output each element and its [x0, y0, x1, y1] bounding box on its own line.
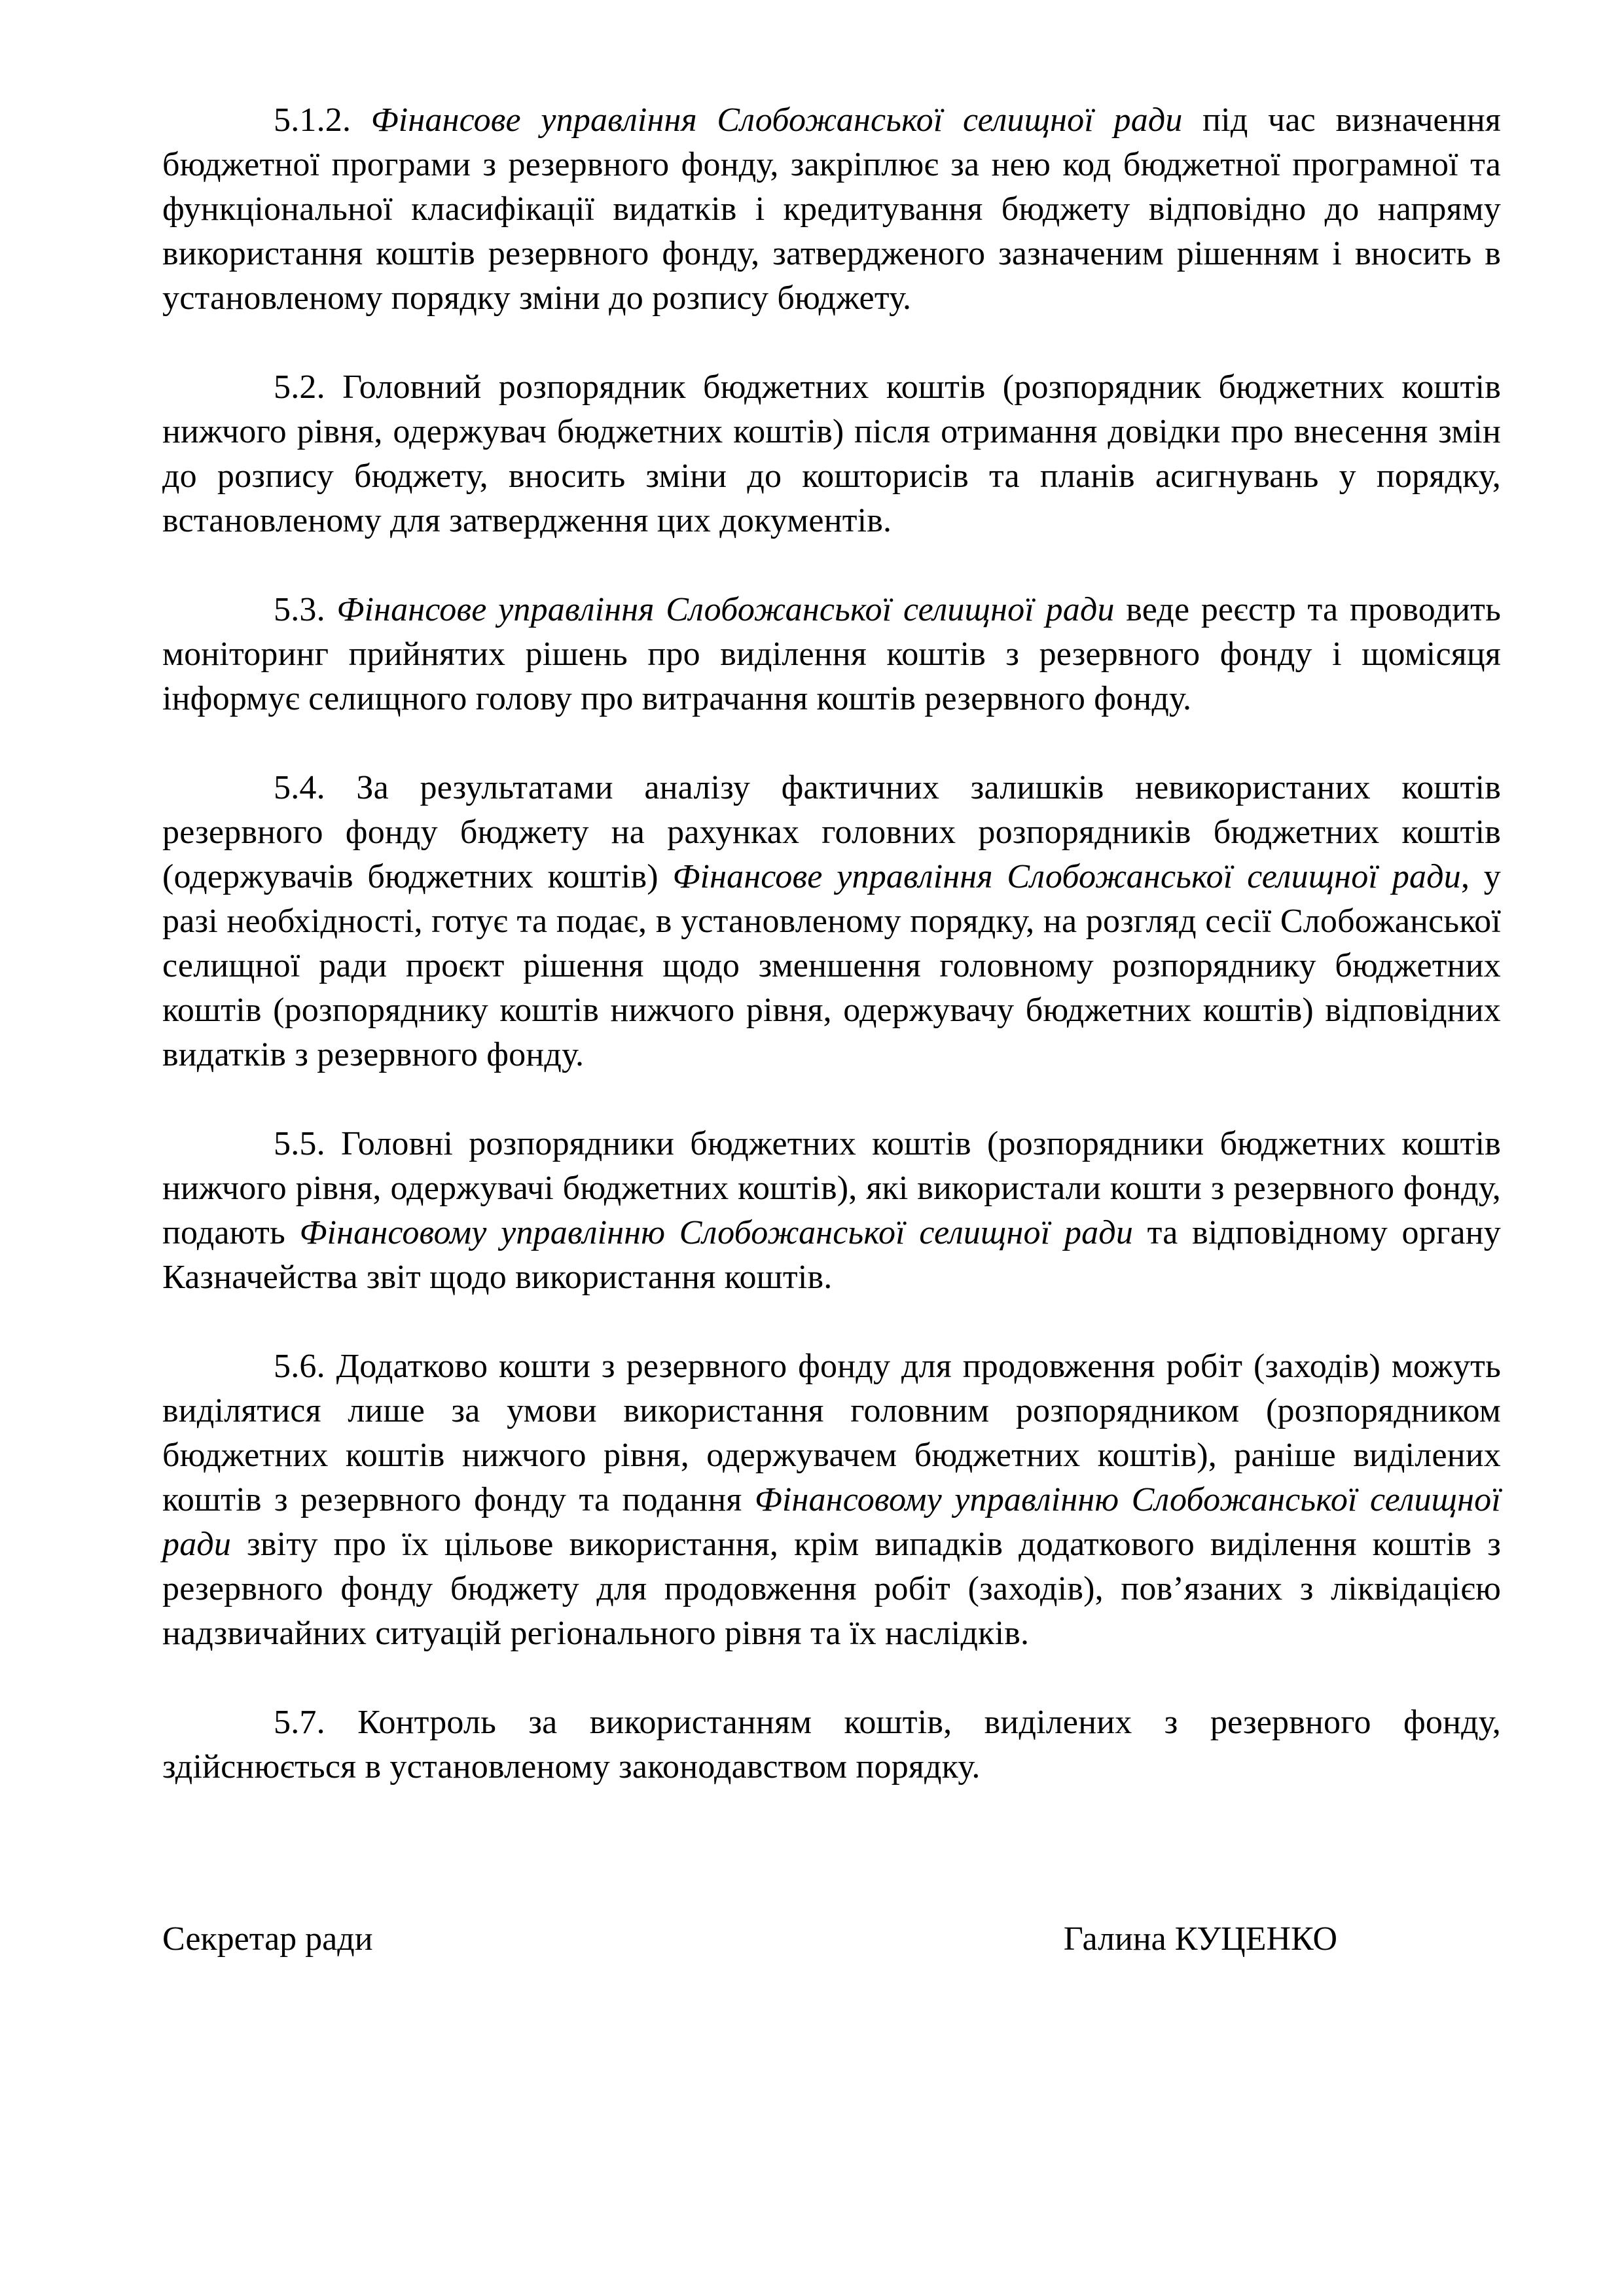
paragraph-5-1-2 — [162, 98, 1501, 321]
paragraph-5-2 — [162, 365, 1501, 543]
signature-name: Галина КУЦЕНКО — [1063, 1920, 1337, 1958]
paragraph-text: 5.6. Додатково кошти з резервного фонду для продовження робіт (заходів) можуть виділятися лише за умови використання головним розпорядником (розпорядником бюджетних коштів нижчого рівня, одержувачем бюджетних коштів), раніше виділених коштів з резервного фонду та подання — [162, 1348, 1501, 1518]
signature-title: Секретар ради — [162, 1920, 373, 1958]
paragraph-number: 5.3. — [274, 591, 337, 628]
entity-name-italic: Фінансовому управлінню Слобожанської селищної ради — [162, 1481, 1501, 1563]
paragraph-text: під час визначення бюджетної програми з резервного фонду, закріплює за нею код бюджетної програмної та функціональної класифікації видатків і кредитування бюджету відповідно до напряму використання коштів резервного фонду, затвердженого зазначеним рішенням і вносить в установленому порядку зміни до розпису бюджету. — [162, 101, 1501, 317]
paragraph-text: та відповідному органу Казначейства звіт щодо використання коштів. — [162, 1214, 1501, 1296]
paragraph-text: веде реєстр та проводить моніторинг прийнятих рішень про виділення коштів з резервного фонду і щомісяця інформує селищного голову про витрачання коштів резервного фонду. — [162, 591, 1502, 717]
entity-name-italic: Фінансове управління Слобожанської селищної ради — [672, 858, 1461, 895]
entity-name-italic: Фінансове управління Слобожанської селищної ради — [370, 101, 1183, 139]
paragraph-text: , у разі необхідності, готує та подає, в установленому порядку, на розгляд сесії Слобожанської селищної ради проєкт рішення щодо зменшення головному розпоряднику бюджетних коштів (розпоряднику коштів нижчого рівня, одержувачу бюджетних коштів) відповідних видатків з резервного фонду. — [162, 858, 1502, 1073]
paragraph-text: 5.2. Головний розпорядник бюджетних коштів (розпорядник бюджетних коштів нижчого рівня, одержувач бюджетних коштів) після отримання довідки про внесення змін до розпису бюджету, вносить зміни до кошторисів та планів асигнувань у порядку, встановленому для затвердження цих документів. — [162, 368, 1501, 539]
signature-row — [162, 1917, 1501, 1962]
entity-name-italic: Фінансове управління Слобожанської селищної ради — [336, 591, 1115, 628]
entity-name-italic: Фінансовому управлінню Слобожанської селищної ради — [299, 1214, 1134, 1251]
paragraph-5-7 — [162, 1700, 1501, 1789]
paragraph-text: 5.7. Контроль за використанням коштів, виділених з резервного фонду, здійснюється в установленому законодавством порядку. — [162, 1704, 1501, 1785]
paragraph-5-6 — [162, 1344, 1501, 1656]
paragraph-text: звіту про їх цільове використання, крім випадків додаткового виділення коштів з резервного фонду бюджету для продовження робіт (заходів), пов’язаних з ліквідацією надзвичайних ситуацій регіонального рівня та їх наслідків. — [162, 1526, 1501, 1652]
paragraph-text: 5.4. За результатами аналізу фактичних залишків невикористаних коштів резервного фонду бюджету на рахунках головних розпорядників бюджетних коштів (одержувачів бюджетних коштів) — [162, 769, 1501, 895]
paragraph-number: 5.1.2. — [274, 101, 371, 139]
paragraph-5-4 — [162, 766, 1501, 1077]
paragraph-5-5 — [162, 1122, 1501, 1300]
paragraph-5-3 — [162, 588, 1501, 721]
paragraph-text: 5.5. Головні розпорядники бюджетних коштів (розпорядники бюджетних коштів нижчого рівня, одержувачі бюджетних коштів), які використали кошти з резервного фонду, подають — [162, 1125, 1501, 1251]
